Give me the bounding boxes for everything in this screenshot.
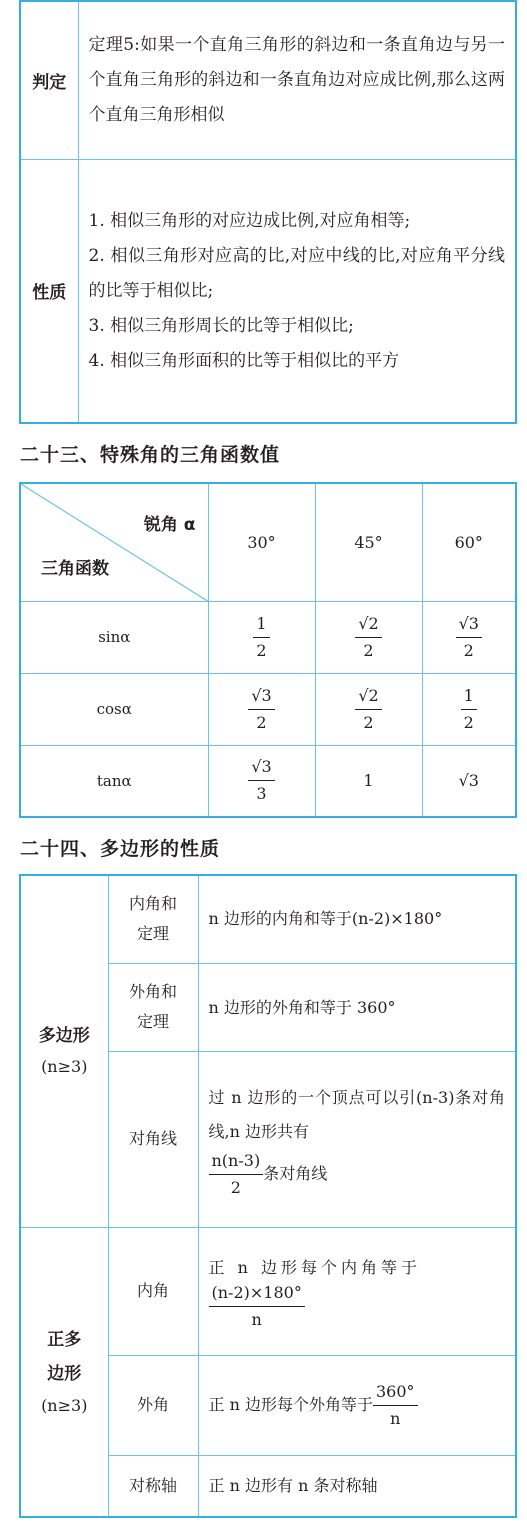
- property-item: 2. 相似三角形对应高的比,对应中线的比,对应角平分线的比等于相似比;: [88, 246, 505, 302]
- frac-den: 2: [363, 640, 374, 660]
- trig-value: [208, 601, 315, 673]
- frac-num: 1: [253, 614, 269, 638]
- determine-label: 判定: [20, 1, 78, 159]
- angle-30-header: 30°: [208, 483, 315, 601]
- trig-value: [315, 601, 422, 673]
- frac-num: (n-2)×180°: [209, 1283, 305, 1307]
- interior-text-cell: [198, 1227, 516, 1355]
- trig-corner-cell: [20, 483, 208, 601]
- property-item: 4. 相似三角形面积的比等于相似比的平方: [88, 351, 400, 372]
- trig-value: [208, 673, 315, 745]
- regular-polygon-label-2: 边形: [47, 1363, 82, 1384]
- corner-top-label: 锐角 α: [143, 515, 196, 535]
- frac-num: n(n-3): [209, 1151, 264, 1175]
- corner-diagonal: [21, 484, 209, 602]
- frac-den: 3: [256, 784, 267, 804]
- trig-fn-name: tanα: [20, 745, 208, 817]
- polygon-label-cell: [20, 875, 108, 1227]
- exterior-text: 正 n 边形每个外角等于: [208, 1394, 373, 1414]
- trig-value: [422, 673, 516, 745]
- frac-den: 2: [230, 1177, 241, 1197]
- diagonal-formula: [209, 1151, 506, 1198]
- frac-den: n: [251, 1310, 262, 1329]
- similar-triangles-table: [19, 0, 517, 424]
- axis-label: 对称轴: [108, 1455, 198, 1517]
- table-row: [20, 601, 516, 673]
- polygon-condition: (n≥3): [41, 1057, 88, 1077]
- diagonal-text-cell: [198, 1051, 516, 1227]
- table-row: [20, 673, 516, 745]
- angle-60-header: 60°: [422, 483, 516, 601]
- regular-polygon-condition: (n≥3): [41, 1395, 88, 1415]
- interior-sum-label-1: 内角和: [128, 894, 177, 914]
- exterior-sum-label-1: 外角和: [128, 982, 177, 1001]
- exterior-sum-text: n 边形的外角和等于 360°: [198, 963, 516, 1051]
- interior-text: 正 n 边形每个内角等于: [208, 1258, 421, 1277]
- trig-value: [208, 745, 315, 817]
- frac-num: √3: [248, 686, 274, 710]
- frac-num: 360°: [373, 1382, 418, 1406]
- frac-num: √2: [355, 686, 381, 710]
- interior-sum-text: n 边形的内角和等于(n-2)×180°: [198, 875, 516, 963]
- frac-den: 2: [463, 640, 474, 660]
- interior-formula: [209, 1283, 305, 1330]
- frac-den: 2: [463, 712, 474, 732]
- frac-den: 2: [256, 712, 267, 732]
- frac-num: √2: [355, 614, 381, 638]
- axis-text: 正 n 边形有 n 条对称轴: [198, 1455, 516, 1517]
- interior-sum-label-2: 定理: [136, 924, 169, 944]
- interior-label: 内角: [108, 1227, 198, 1355]
- property-item: 1. 相似三角形的对应边成比例,对应角相等;: [88, 211, 411, 232]
- interior-sum-label: [108, 875, 198, 963]
- corner-bottom-label: 三角函数: [41, 559, 109, 579]
- trig-fn-name: cosα: [20, 673, 208, 745]
- trig-value: [422, 601, 516, 673]
- property-label: 性质: [20, 159, 78, 423]
- diagonal-label: 对角线: [108, 1051, 198, 1227]
- exterior-sum-label-2: 定理: [136, 1012, 169, 1031]
- determine-text: 定理5:如果一个直角三角形的斜边和一条直角边与另一个直角三角形的斜边和一条直角边对应成比例,那么这两个直角三角形相似: [78, 1, 516, 159]
- trig-fn-name: sinα: [20, 601, 208, 673]
- frac-num: √3: [456, 614, 482, 638]
- frac-num: √3: [248, 757, 274, 781]
- trig-table: [19, 482, 517, 818]
- table-row: [20, 745, 516, 817]
- exterior-text-cell: [198, 1355, 516, 1455]
- regular-polygon-label-1: 正多: [47, 1329, 82, 1350]
- trig-value: √3: [422, 745, 516, 817]
- frac-num: 1: [461, 686, 477, 710]
- frac-den: n: [390, 1408, 401, 1428]
- polygon-table: [19, 874, 517, 1518]
- exterior-sum-label: [108, 963, 198, 1051]
- polygon-label: 多边形: [38, 1026, 90, 1047]
- property-item: 3. 相似三角形周长的比等于相似比;: [88, 316, 354, 337]
- trig-section-title: 二十三、特殊角的三角函数值: [20, 444, 281, 466]
- frac-den: 2: [256, 640, 267, 660]
- angle-45-header: 45°: [315, 483, 422, 601]
- trig-value: 1: [315, 745, 422, 817]
- frac-den: 2: [363, 712, 374, 732]
- polygon-section-title: 二十四、多边形的性质: [20, 838, 221, 860]
- property-list: [78, 159, 516, 423]
- regular-polygon-label-cell: [20, 1227, 108, 1517]
- exterior-label: 外角: [108, 1355, 198, 1455]
- diagonal-suffix: 条对角线: [263, 1163, 328, 1183]
- trig-value: [315, 673, 422, 745]
- diagonal-text: 过 n 边形的一个顶点可以引(n-3)条对角线,n 边形共有: [208, 1087, 505, 1141]
